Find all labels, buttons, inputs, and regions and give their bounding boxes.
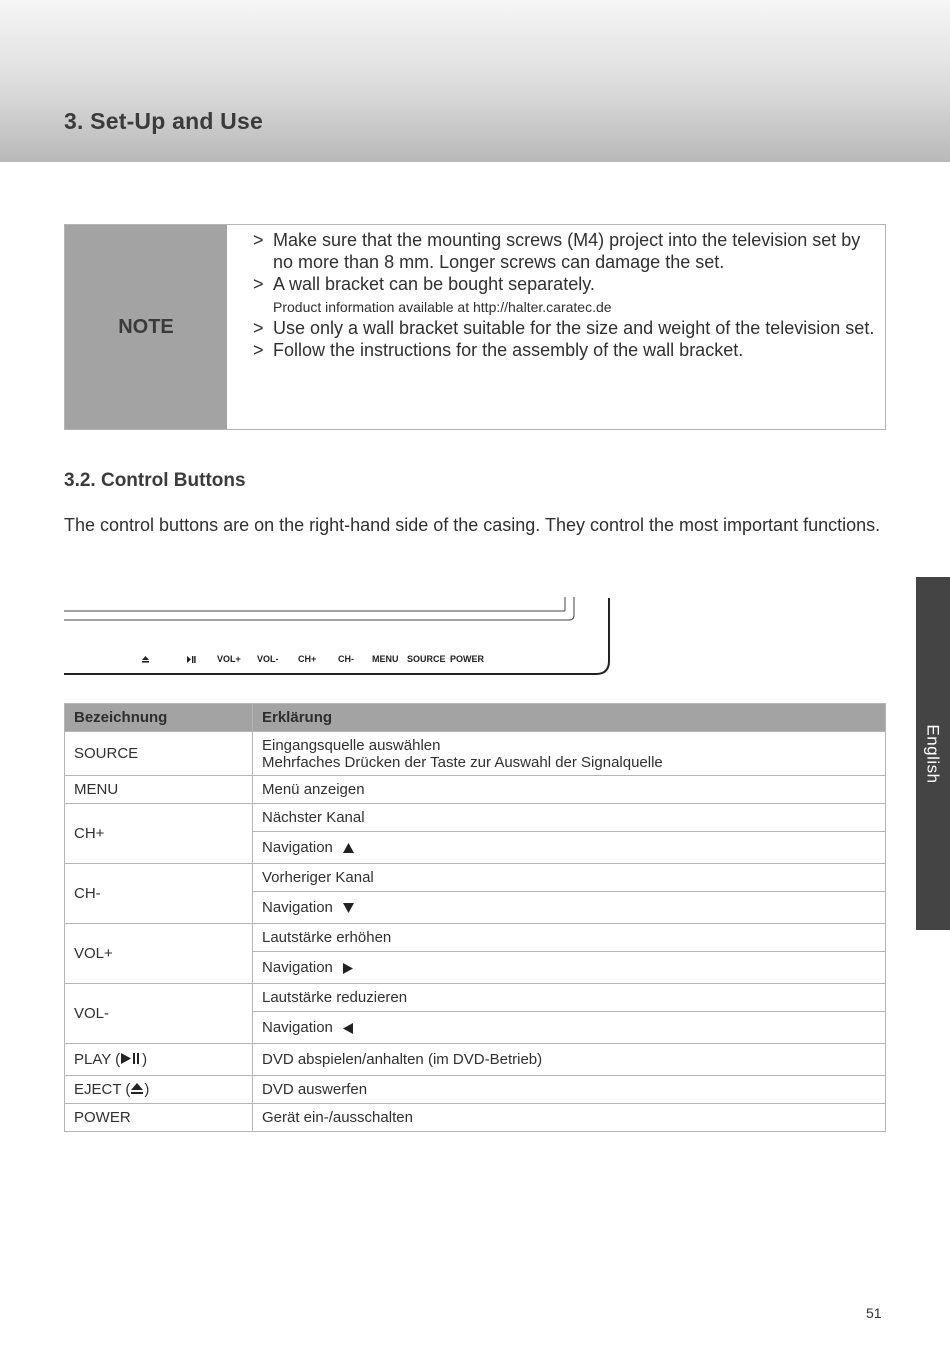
table-row	[65, 984, 886, 1012]
description-text: Navigation	[262, 899, 333, 916]
description-cell: Lautstärke erhöhen	[253, 924, 886, 952]
description-text: Navigation	[262, 839, 333, 856]
panel-label-source: SOURCE	[407, 654, 446, 664]
panel-label-vol-plus: VOL+	[217, 654, 241, 664]
control-panel-diagram	[0, 590, 620, 690]
note-bullet: >	[253, 318, 264, 338]
description-cell	[253, 832, 886, 864]
description-cell: Menü anzeigen	[253, 776, 886, 804]
language-tab-label: English	[924, 723, 944, 784]
description-cell: DVD auswerfen	[253, 1076, 886, 1104]
note-text: Make sure that the mounting screws (M4) project into the television set by no more than 8 mm. Longer screws can damage the set.	[273, 230, 861, 272]
description-cell: Vorheriger Kanal	[253, 864, 886, 892]
description-cell	[253, 732, 886, 776]
note-text: A wall bracket can be bought separately.	[273, 274, 595, 294]
table-row	[65, 1076, 886, 1104]
description-cell	[253, 952, 886, 984]
note-item	[253, 339, 877, 361]
table-row	[65, 1044, 886, 1076]
table-row	[65, 732, 886, 776]
note-item	[253, 317, 877, 339]
column-header-description: Erklärung	[253, 704, 886, 732]
button-name-cell	[65, 1044, 253, 1076]
note-box	[64, 224, 886, 430]
button-name-cell: CH+	[65, 804, 253, 864]
button-name-cell: VOL+	[65, 924, 253, 984]
control-buttons-table	[64, 703, 886, 1132]
arrow-up-icon	[343, 843, 354, 853]
note-label: NOTE	[65, 225, 227, 429]
panel-label-vol-minus: VOL-	[257, 654, 279, 664]
table-row	[65, 776, 886, 804]
description-cell: DVD abspielen/anhalten (im DVD-Betrieb)	[253, 1044, 886, 1076]
eject-icon	[141, 655, 150, 664]
panel-label-ch-plus: CH+	[298, 654, 317, 664]
description-cell: Gerät ein-/ausschalten	[253, 1104, 886, 1132]
button-name-cell: VOL-	[65, 984, 253, 1044]
panel-label-power: POWER	[450, 654, 485, 664]
panel-label-ch-minus: CH-	[338, 654, 354, 664]
description-cell	[253, 1012, 886, 1044]
note-bullet: >	[253, 230, 264, 250]
table-row	[65, 804, 886, 832]
table-row	[65, 1104, 886, 1132]
description-cell: Lautstärke reduzieren	[253, 984, 886, 1012]
note-bullet: >	[253, 274, 264, 294]
arrow-down-icon	[343, 903, 354, 913]
arrow-right-icon	[343, 963, 353, 974]
note-product-info: Product information available at http://halter.caratec.de	[273, 299, 612, 315]
button-name-cell: MENU	[65, 776, 253, 804]
arrow-left-icon	[343, 1023, 353, 1034]
description-line: Eingangsquelle auswählen	[262, 736, 441, 754]
description-line: Mehrfaches Drücken der Taste zur Auswahl der Signalquelle	[262, 753, 663, 771]
section-title: 3.2. Control Buttons	[64, 470, 246, 491]
table-row	[65, 864, 886, 892]
column-header-name: Bezeichnung	[65, 704, 253, 732]
note-item	[253, 273, 877, 295]
play-pause-icon	[120, 1052, 142, 1065]
button-name-text: PLAY (	[74, 1051, 121, 1068]
header-band	[0, 0, 950, 162]
panel-outline	[0, 590, 620, 690]
button-name-cell: SOURCE	[65, 732, 253, 776]
intro-paragraph: The control buttons are on the right-hand side of the casing. They control the most important functions.	[64, 515, 881, 535]
panel-label-menu: MENU	[372, 654, 399, 664]
button-name-cell: CH-	[65, 864, 253, 924]
note-item	[253, 229, 877, 273]
note-bullet: >	[253, 340, 264, 360]
page-number: 51	[866, 1305, 882, 1321]
table-row	[65, 924, 886, 952]
table-header-row	[65, 704, 886, 732]
language-tab	[916, 577, 950, 930]
button-name-cell	[65, 1076, 253, 1104]
note-content	[227, 225, 885, 429]
note-text: Follow the instructions for the assembly of the wall bracket.	[273, 340, 744, 360]
note-text: Use only a wall bracket suitable for the size and weight of the television set.	[273, 318, 875, 338]
play-pause-icon	[186, 655, 196, 664]
chapter-title: 3. Set-Up and Use	[64, 108, 263, 134]
description-text: Navigation	[262, 1019, 333, 1036]
description-text: Navigation	[262, 959, 333, 976]
button-name-text: )	[144, 1081, 150, 1098]
description-cell: Nächster Kanal	[253, 804, 886, 832]
button-name-text: )	[142, 1051, 148, 1068]
description-cell	[253, 892, 886, 924]
button-name-text: EJECT (	[74, 1081, 131, 1098]
eject-icon	[130, 1082, 144, 1095]
button-name-cell: POWER	[65, 1104, 253, 1132]
